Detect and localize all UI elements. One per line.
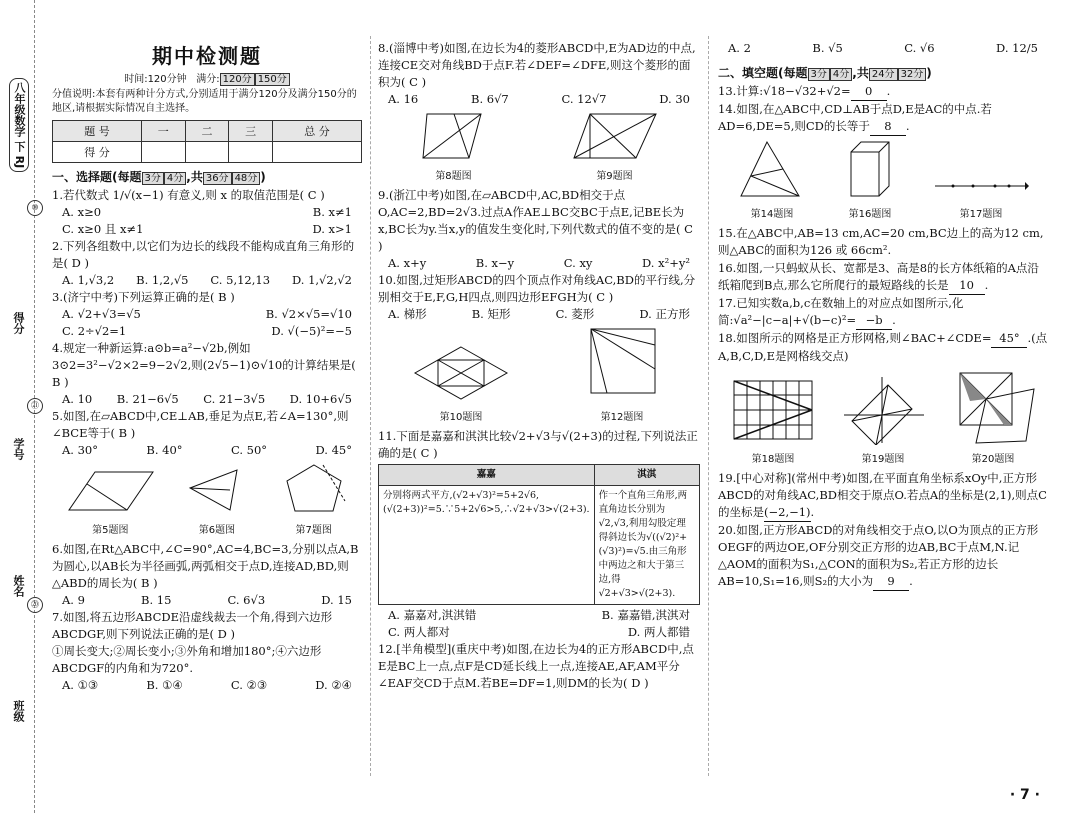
figure-q12 — [577, 325, 667, 426]
question-13: 13.计算:√18−√32+√2= 0 . — [718, 83, 1048, 101]
question-9: 9.(浙江中考)如图,在▱ABCD中,AC,BD相交于点O,AC=2,BD=2√3.过点A作AE⊥BC交BC于点E,记BE长为x,BC长为y.当x,y的值发生变化时,下列代数式的值不变的是( C ) — [378, 188, 693, 253]
score-cell[interactable] — [185, 142, 229, 163]
question-16: 16.如图,一只蚂蚁从长、宽都是3、高是8的长方体纸箱的A点沿纸箱爬到B点,那么它所爬行的最短路线的长是 10 . — [718, 260, 1048, 295]
field-class: 班级 — [12, 700, 25, 722]
q12-opt-d: D. 12/5 — [996, 41, 1038, 55]
circle-badge-2: ㉑ — [27, 398, 43, 414]
figure-q17 — [933, 170, 1029, 223]
score-head-3: 三 — [229, 121, 273, 142]
q8-options — [378, 91, 700, 108]
q5-options — [52, 442, 362, 459]
q7-opt-a: A. ①③ — [62, 678, 99, 692]
q10-opt-b: B. 矩形 — [471, 307, 511, 321]
q18-answer: 45° — [991, 330, 1027, 348]
q8-opt-c: C. 12√7 — [561, 92, 607, 106]
q15-stem: 15.在△ABC中,AB=13 cm,AC=20 cm,BC边上的高为12 cm,则△ABC的面积为 — [718, 226, 1044, 257]
q1-opt-c: C. x≥0 且 x≠1 — [62, 222, 144, 236]
q3-opt-d: D. √(−5)²=−5 — [271, 324, 352, 338]
q10-opt-c: C. 菱形 — [555, 307, 595, 321]
figure-q5 — [65, 466, 155, 539]
q12-opt-a: A. 2 — [728, 41, 751, 55]
q6-opt-a: A. 9 — [62, 593, 85, 607]
question-11: 11.下面是嘉嘉和淇淇比较√2+√3与√(2+3)的过程,下列说法正确的是( C ) — [378, 429, 698, 460]
fig-label-16: 第16题图 — [848, 209, 892, 220]
fig-label-19: 第19题图 — [861, 454, 905, 465]
q12-opt-b: B. √5 — [812, 41, 843, 55]
section-2-total-b: 32分 — [898, 68, 927, 81]
section-2-per-a: 3分 — [808, 68, 830, 81]
q12-opt-c: C. √6 — [904, 41, 935, 55]
q2-options — [52, 272, 362, 289]
section-2-per: (每题 — [778, 66, 808, 80]
q11-options — [378, 607, 700, 624]
section-1-total-a: 36分 — [203, 172, 232, 185]
question-4: 4.规定一种新运算:a⊙b=a²−√2b,例如3⊙2=3²−√2×2=9−2√2,则(2√5−1)⊙√10的计算结果是( B ) — [52, 341, 356, 389]
q20-stem: 20.如图,正方形ABCD的对角线相交于点O,以O为顶点的正方形OEGF的两边OE,OF分别交正方形的边AB,BC于点M,N.记△AOM的面积为S₁,△CON的面积为S₂,若正方形的边长AB=10,S₁=16,则S₂的大小为 — [718, 523, 1039, 588]
figure-q9 — [570, 110, 660, 185]
q6-opt-c: C. 6√3 — [227, 593, 266, 607]
score-cell[interactable] — [141, 142, 185, 163]
section-2-title: 二、填空题 — [718, 66, 779, 80]
question-12: 12.[半角模型](重庆中考)如图,在边长为4的正方形ABCD中,点E是BC上一点,点F是CD延长线上一点,连接AE,AF,AM平分∠EAF交CD于点M.若BE=DF=1,则DM的长为( D ) — [378, 642, 694, 690]
section-1-total: ,共 — [186, 170, 203, 184]
figure-q19 — [840, 375, 926, 468]
figure-q18 — [730, 375, 816, 468]
figure-q14 — [737, 138, 807, 223]
score-head-2: 二 — [185, 121, 229, 142]
compare-head-a: 嘉嘉 — [379, 465, 595, 486]
q13-stem: 13.计算:√18−√32+√2= — [718, 84, 851, 98]
exam-meta — [52, 71, 362, 88]
q9-opt-d: D. x²+y² — [642, 256, 690, 270]
section-2-total-a: 24分 — [869, 68, 898, 81]
page-number: · 7 · — [1009, 787, 1040, 803]
fig-label-20: 第20题图 — [971, 454, 1015, 465]
q4-opt-d: D. 10+6√5 — [289, 392, 352, 406]
q1-opt-b: B. x≠1 — [312, 205, 352, 219]
score-b: 150分 — [255, 73, 290, 86]
score-table — [52, 120, 362, 163]
question-5: 5.如图,在▱ABCD中,CE⊥AB,垂足为点E,若∠A=130°,则∠BCE等于( B ) — [52, 409, 349, 440]
question-14: 14.如图,在△ABC中,CD⊥AB于点D,E是AC的中点.若AD=6,DE=5,则CD的长等于 8 . — [718, 101, 1048, 136]
section-2-heading — [718, 65, 1048, 83]
score-a: 120分 — [220, 73, 255, 86]
score-row-label: 得 分 — [53, 142, 142, 163]
overlapping-squares-figure — [950, 367, 1036, 445]
section-1-total-b: 48分 — [232, 172, 261, 185]
question-6: 6.如图,在Rt△ABC中,∠C=90°,AC=4,BC=3,分别以点A,B为圆心,以AB长为半径画弧,两弧相交于点D,连接AD,BD,则△ABD的周长为( B ) — [52, 542, 359, 590]
compare-body-b: 作一个直角三角形,两直角边长分别为√2,√3,利用勾股定理得斜边长为√((√2)²+(√3)²)=√5.由三角形中两边之和大于第三边,得√2+√3>√(2+3). — [594, 486, 699, 605]
q18-tail: .(点A,B,C,D,E是网格线交点) — [718, 331, 1048, 363]
question-3: 3.(济宁中考)下列运算正确的是( B ) — [52, 290, 235, 304]
fig-label-7: 第7题图 — [295, 525, 332, 536]
q11-options-2 — [378, 624, 700, 641]
q5-opt-a: A. 30° — [62, 443, 98, 457]
fig-label-9: 第9题图 — [596, 171, 633, 182]
question-7-sub: ①周长变大;②周长变小;③外角和增加180°;④六边形ABCDGF的内角和为720°. — [52, 644, 322, 675]
q11-opt-b: B. 嘉嘉错,淇淇对 — [601, 608, 690, 622]
q5-opt-b: B. 40° — [146, 443, 183, 457]
q4-opt-a: A. 10 — [62, 392, 93, 406]
figure-row-3 — [378, 325, 700, 426]
column-divider-1 — [370, 36, 371, 776]
score-cell[interactable] — [229, 142, 273, 163]
section-2-per-b: 4分 — [830, 68, 852, 81]
q19-stem: 19.[中心对称](常州中考)如图,在平面直角坐标系xOy中,正方形ABCD的对角线AC,BD相交于原点O.若点A的坐标是(2,1),则点C的坐标是 — [718, 471, 1047, 519]
pentagon-figure — [279, 461, 349, 516]
q15-unit: cm². — [865, 243, 892, 257]
section-1-per-b: 4分 — [164, 172, 186, 185]
fig-label-5: 第5题图 — [92, 525, 129, 536]
q16-answer: 10 — [949, 277, 985, 295]
circle-badge-1: ⑩ — [27, 200, 43, 216]
q1-options-2 — [52, 221, 362, 238]
q11-opt-d: D. 两人都错 — [627, 625, 690, 639]
fig-label-14: 第14题图 — [750, 209, 794, 220]
score-label: 满分: — [196, 74, 220, 85]
triangle-arcs-figure — [182, 466, 252, 516]
q10-opt-a: A. 梯形 — [388, 307, 427, 321]
rhombus-figure — [419, 110, 489, 162]
question-8: 8.(淄博中考)如图,在边长为4的菱形ABCD中,E为AD边的中点,连接CE交对角线BD于点F.若∠DEF=∠DFE,则这个菱形的面积为( C ) — [378, 41, 696, 89]
side-binding-strip — [0, 0, 39, 813]
q14-answer: 8 — [870, 118, 906, 136]
column-3 — [718, 40, 1048, 591]
circle-badge-3: ⑳ — [27, 597, 43, 613]
q20-answer: 9 — [873, 573, 909, 591]
section-1-per: (每题 — [112, 170, 142, 184]
q9-opt-c: C. xy — [563, 256, 593, 270]
q11-opt-a: A. 嘉嘉对,淇淇错 — [388, 608, 477, 622]
q2-opt-b: B. 1,2,√5 — [136, 273, 189, 287]
question-17: 17.已知实数a,b,c在数轴上的对应点如图所示,化简:√a²−|c−a|+√(b−c)²= −b . — [718, 295, 1048, 330]
fig-label-6: 第6题图 — [198, 525, 236, 536]
fig-label-10: 第10题图 — [439, 412, 483, 423]
figure-q6 — [182, 466, 252, 539]
figure-row-2 — [378, 110, 700, 185]
q6-opt-b: B. 15 — [141, 593, 172, 607]
section-1-per-a: 3分 — [142, 172, 164, 185]
section-2-total: ,共 — [852, 66, 869, 80]
score-head-1: 一 — [141, 121, 185, 142]
q5-opt-c: C. 50° — [230, 443, 268, 457]
q8-opt-d: D. 30 — [659, 92, 690, 106]
q3-opt-a: A. √2+√3=√5 — [62, 307, 141, 321]
section-1-title: 一、选择题 — [52, 170, 113, 184]
fig-label-12: 第12题图 — [600, 412, 644, 423]
column-2 — [378, 40, 700, 692]
q6-opt-d: D. 15 — [321, 593, 352, 607]
q4-options — [52, 391, 362, 408]
question-20: 20.如图,正方形ABCD的对角线相交于点O,以O为顶点的正方形OEGF的两边OE,OF分别交正方形的边AB,BC于点M,N.记△AOM的面积为S₁,△CON的面积为S₂,若正方形的边长AB=10,S₁=16,则S₂的大小为 9 . — [718, 522, 1048, 591]
number-line-figure — [933, 170, 1029, 200]
score-head-0: 题 号 — [53, 121, 142, 142]
figure-q16 — [845, 138, 895, 223]
box-figure — [845, 138, 895, 200]
q1-options — [52, 204, 362, 221]
q9-options — [378, 255, 700, 272]
square-figure — [577, 325, 667, 403]
question-2: 2.下列各组数中,以它们为边长的线段不能构成直角三角形的是( D ) — [52, 239, 355, 270]
q8-opt-b: B. 6√7 — [471, 92, 509, 106]
q2-opt-a: A. 1,√3,2 — [62, 273, 115, 287]
time-label: 时间:120分钟 — [124, 74, 187, 85]
section-2-end: ) — [926, 66, 932, 80]
q1-opt-d: D. x>1 — [312, 222, 352, 236]
q4-opt-b: B. 21−6√5 — [116, 392, 179, 406]
q9-opt-a: A. x+y — [388, 256, 427, 270]
column-1 — [52, 44, 362, 694]
question-7: 7.如图,将五边形ABCDE沿虚线裁去一个角,得到六边形ABCDGF,则下列说法正确的是( D ) — [52, 610, 333, 641]
q6-options — [52, 592, 362, 609]
parallelogram-figure — [65, 466, 155, 516]
figure-q8 — [419, 110, 489, 185]
q10-options — [378, 306, 700, 323]
compare-body-a: 分别将两式平方,(√2+√3)²=5+2√6,(√(2+3))²=5.∵5+2√6>5,∴√2+√3>√(2+3). — [379, 486, 595, 605]
fig-label-17: 第17题图 — [959, 209, 1003, 220]
fig-label-8: 第8题图 — [435, 171, 472, 182]
q17-answer: −b — [856, 312, 892, 330]
page-title: 期中检测题 — [152, 44, 262, 68]
parallelogram-diagonals-figure — [570, 110, 660, 162]
q3-options — [52, 306, 362, 323]
field-score: 得分 — [12, 312, 25, 334]
q5-opt-d: D. 45° — [315, 443, 352, 457]
q7-opt-b: B. ①④ — [146, 678, 183, 692]
coordinate-figure — [840, 375, 926, 445]
q3-opt-b: B. √2×√5=√10 — [265, 307, 352, 321]
section-1-heading — [52, 169, 362, 187]
q3-opt-c: C. 2÷√2=1 — [62, 324, 127, 338]
q12-options — [718, 40, 1048, 57]
figure-row-1 — [52, 461, 362, 539]
q13-answer: 0 — [851, 83, 887, 101]
question-19: 19.[中心对称](常州中考)如图,在平面直角坐标系xOy中,正方形ABCD的对角线AC,BD相交于原点O.若点A的坐标是(2,1),则点C的坐标是(−2,−1). — [718, 470, 1048, 522]
question-15 — [718, 225, 1048, 260]
compare-head-b: 淇淇 — [594, 465, 699, 486]
q3-options-2 — [52, 323, 362, 340]
q15-answer: 126 或 66 — [810, 242, 865, 260]
figure-q7 — [279, 461, 349, 539]
series-label: 八年级数学 下 RJ — [9, 78, 29, 172]
section-1-end: ) — [260, 170, 266, 184]
q10-opt-d: D. 正方形 — [639, 307, 690, 321]
q2-opt-d: D. 1,√2,√2 — [291, 273, 352, 287]
q18-stem: 18.如图所示的网格是正方形网格,则∠BAC+∠CDE= — [718, 331, 992, 345]
q19-answer: (−2,−1) — [764, 504, 811, 522]
field-name: 姓名 — [12, 575, 25, 597]
figure-row-5 — [718, 367, 1048, 468]
figure-q20 — [950, 367, 1036, 468]
q4-opt-c: C. 21−3√5 — [203, 392, 266, 406]
q7-opt-c: C. ②③ — [230, 678, 268, 692]
q8-opt-a: A. 16 — [388, 92, 419, 106]
question-18 — [718, 330, 1048, 365]
score-head-4: 总 分 — [273, 121, 362, 142]
question-1: 1.若代数式 1/√(x−1) 有意义,则 x 的取值范围是( C ) — [52, 188, 325, 202]
score-note: 分值说明:本套有两种计分方式,分别适用于满分120分及满分150分的地区,请根据实际情况自主选择。 — [52, 89, 357, 114]
q17-stem: 17.已知实数a,b,c在数轴上的对应点如图所示,化简:√a²−|c−a|+√(b−c)²= — [718, 296, 964, 327]
q14-stem: 14.如图,在△ABC中,CD⊥AB于点D,E是AC的中点.若AD=6,DE=5,则CD的长等于 — [718, 102, 992, 133]
triangle-figure — [737, 138, 807, 200]
comparison-table — [378, 464, 700, 605]
q1-opt-a: A. x≥0 — [62, 205, 102, 219]
grid-figure — [730, 375, 816, 445]
q16-stem: 16.如图,一只蚂蚁从长、宽都是3、高是8的长方体纸箱的A点沿纸箱爬到B点,那么它所爬行的最短路线的长是 — [718, 261, 1039, 292]
q7-options — [52, 677, 362, 694]
rectangle-rhombus-figure — [411, 343, 511, 403]
q11-opt-c: C. 两人都对 — [388, 625, 450, 639]
field-student-no: 学号 — [12, 438, 25, 460]
column-divider-2 — [708, 36, 709, 776]
score-cell[interactable] — [273, 142, 362, 163]
question-10: 10.如图,过矩形ABCD的四个顶点作对角线AC,BD的平行线,分别相交于E,F,G,H四点,则四边形EFGH为( C ) — [378, 273, 696, 304]
q2-opt-c: C. 5,12,13 — [210, 273, 271, 287]
fig-label-18: 第18题图 — [751, 454, 795, 465]
q9-opt-b: B. x−y — [475, 256, 515, 270]
figure-q10 — [411, 343, 511, 426]
figure-row-4 — [718, 138, 1048, 223]
q7-opt-d: D. ②④ — [315, 678, 352, 692]
